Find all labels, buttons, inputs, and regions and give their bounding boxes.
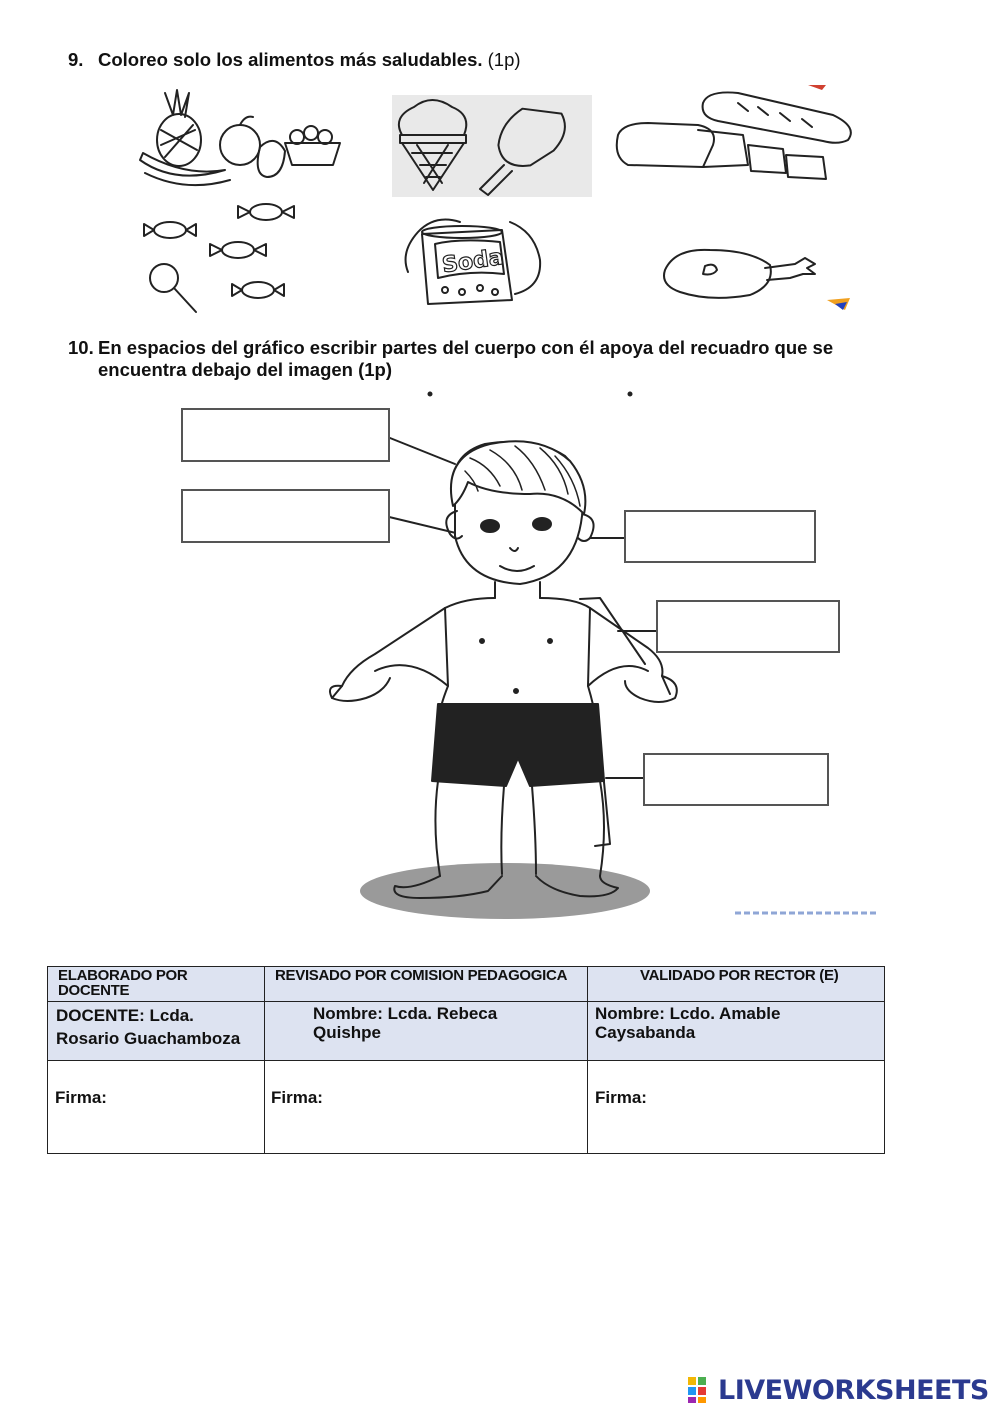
- firma-revisado-cell[interactable]: [265, 1061, 588, 1154]
- question-10-number: 10.: [68, 337, 94, 358]
- question-9-points: (1p): [487, 49, 521, 70]
- name-revisado-cell: [265, 1002, 588, 1061]
- name-validado-cell: [588, 1002, 885, 1061]
- chicken-illustration[interactable]: [655, 240, 855, 320]
- liveworksheets-logo-icon: [688, 1376, 716, 1404]
- liveworksheets-brand[interactable]: [688, 1373, 989, 1407]
- liveworksheets-logo-text: LIVEWORKSHEETS: [718, 1374, 989, 1406]
- question-10: [68, 337, 928, 383]
- label-box-leg[interactable]: [643, 753, 829, 806]
- label-box-hair[interactable]: [181, 408, 390, 462]
- header-revisado-cell: [265, 967, 588, 1002]
- name-revisado: Nombre: Lcda. Rebeca Quishpe: [313, 1004, 498, 1042]
- question-10-text: [98, 337, 833, 381]
- firma-docente-cell[interactable]: [48, 1061, 265, 1154]
- header-validado: VALIDADO POR RECTOR (E): [640, 967, 839, 984]
- firma-docente-label: Firma:: [55, 1088, 107, 1107]
- header-elaborado-cell: [48, 967, 265, 1002]
- bread-illustration[interactable]: [608, 85, 858, 185]
- name-docente-cell: [48, 1002, 265, 1061]
- label-box-nose[interactable]: [181, 489, 390, 543]
- question-9: [68, 49, 928, 73]
- soda-can-illustration[interactable]: [400, 212, 550, 312]
- fruits-illustration[interactable]: [135, 85, 350, 190]
- signature-table-names-row: [48, 1002, 885, 1061]
- question-9-statement: Coloreo solo los alimentos más saludables.: [98, 49, 483, 70]
- name-validado: Nombre: Lcdo. Amable Caysabanda: [595, 1004, 781, 1042]
- question-10-line-1: En espacios del gráfico escribir partes del cuerpo con él apoya del recuadro que se: [98, 337, 834, 358]
- question-9-number: 9.: [68, 49, 84, 70]
- soda-label: Soda: [440, 245, 506, 279]
- question-9-text: [98, 49, 521, 71]
- question-10-line-2: encuentra debajo del imagen (1p): [98, 359, 393, 380]
- ice-cream-illustration[interactable]: [392, 95, 592, 197]
- body-diagram-illustration: [170, 386, 890, 926]
- firma-validado-label: Firma:: [595, 1088, 647, 1107]
- label-box-ear[interactable]: [624, 510, 816, 563]
- signature-table: [47, 966, 885, 1154]
- candies-illustration[interactable]: [138, 200, 313, 318]
- firma-revisado-label: Firma:: [271, 1088, 323, 1107]
- label-box-arm[interactable]: [656, 600, 840, 653]
- header-elaborado: ELABORADO POR DOCENTE: [58, 967, 188, 999]
- header-revisado: REVISADO POR COMISION PEDAGOGICA: [275, 967, 568, 984]
- header-validado-cell: [588, 967, 885, 1002]
- signature-table-header-row: [48, 967, 885, 1002]
- firma-validado-cell[interactable]: [588, 1061, 885, 1154]
- name-docente: DOCENTE: Lcda. Rosario Guachamboza: [56, 1006, 241, 1048]
- signature-table-firma-row: [48, 1061, 885, 1154]
